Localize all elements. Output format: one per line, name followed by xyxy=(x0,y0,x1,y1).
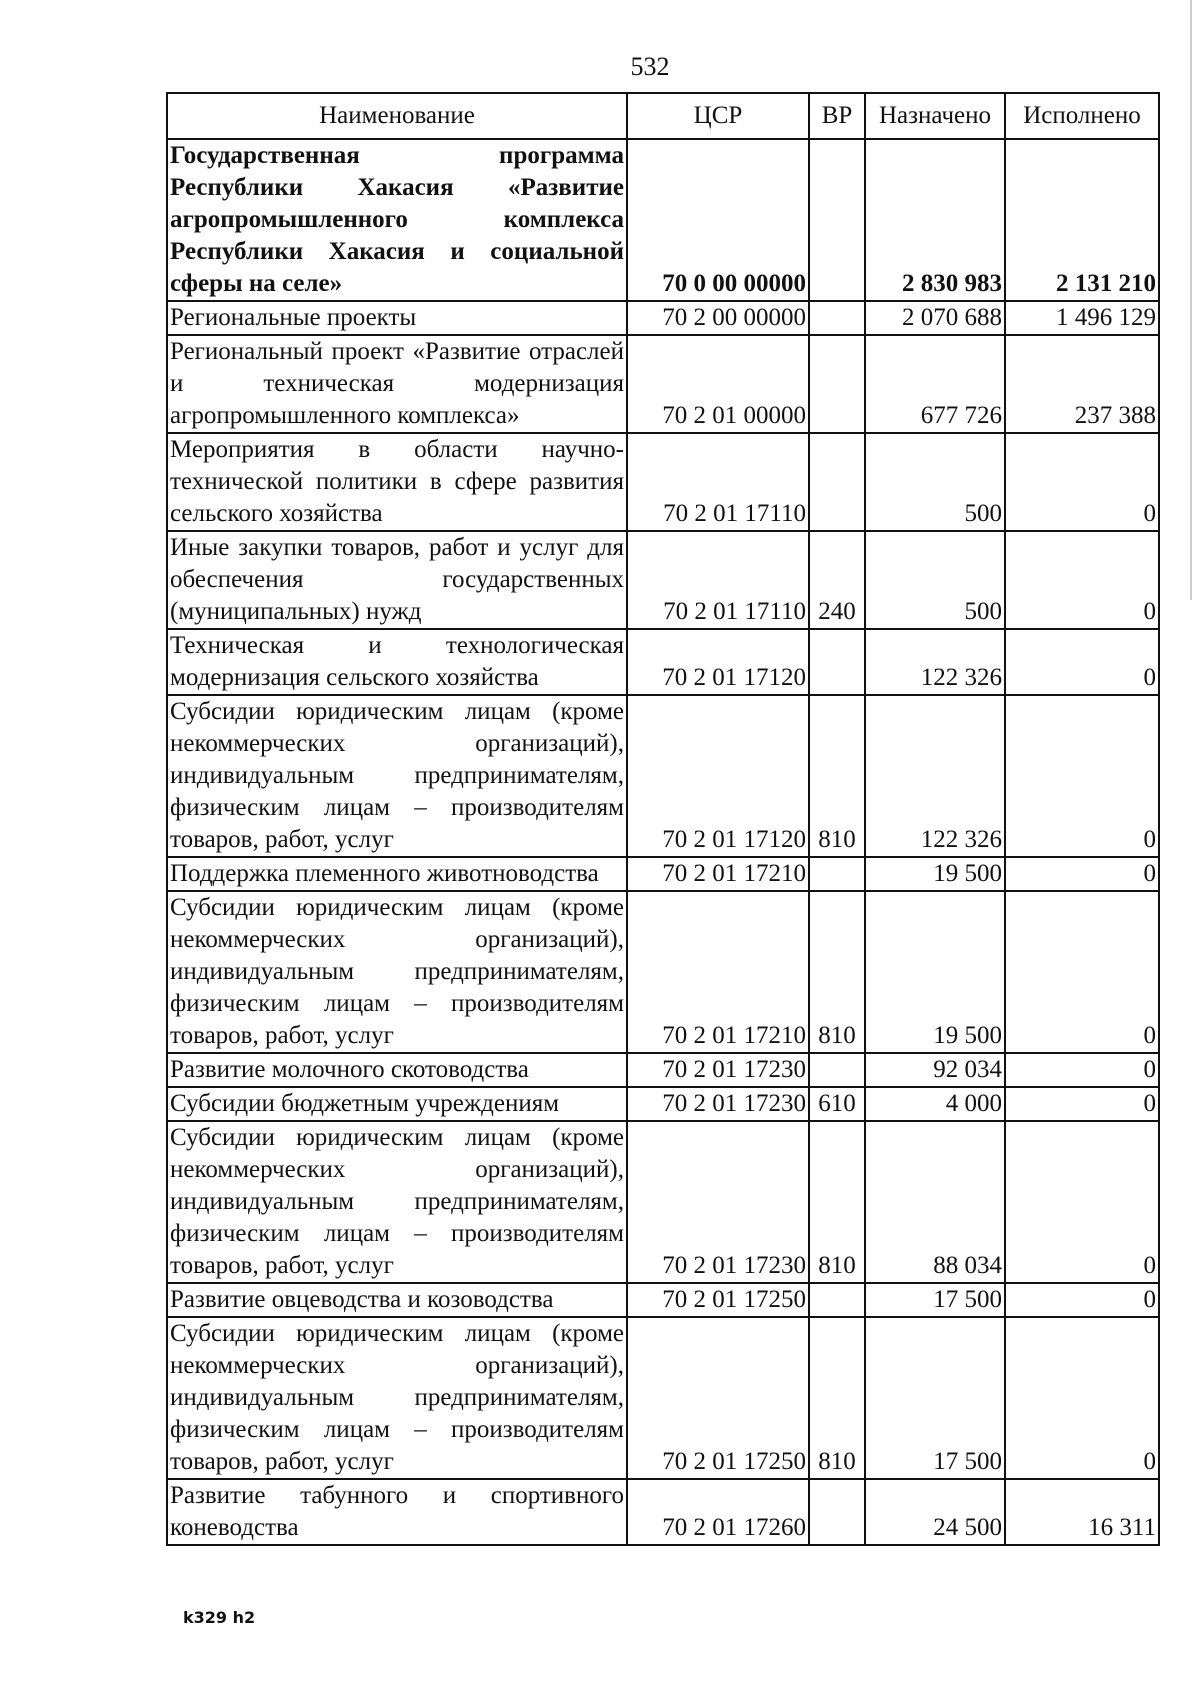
row-vr-cell: 810 xyxy=(809,891,865,1053)
row-executed-cell: 0 xyxy=(1005,433,1159,531)
row-csr-cell: 70 2 01 17250 xyxy=(627,1317,809,1479)
row-assigned-cell: 677 726 xyxy=(865,335,1005,433)
row-assigned-cell: 24 500 xyxy=(865,1479,1005,1545)
row-executed-cell: 1 496 129 xyxy=(1005,301,1159,335)
header-csr: ЦСР xyxy=(627,93,809,139)
row-executed-cell: 16 311 xyxy=(1005,1479,1159,1545)
table-row xyxy=(167,1053,1159,1087)
row-name-cell: Субсидии юридическим лицам (кроме некоммерческих организаций), индивидуальным предпринимателям, физическим лицам – производителям товаров, работ, услуг xyxy=(167,695,627,857)
header-name: Наименование xyxy=(167,93,627,139)
row-csr-cell: 70 2 01 17110 xyxy=(627,531,809,629)
row-vr-cell xyxy=(809,301,865,335)
row-csr-cell: 70 2 00 00000 xyxy=(627,301,809,335)
row-executed-cell: 0 xyxy=(1005,531,1159,629)
table-body xyxy=(167,139,1159,1545)
row-executed-cell: 0 xyxy=(1005,1087,1159,1121)
row-vr-cell xyxy=(809,335,865,433)
row-executed-cell: 2 131 210 xyxy=(1005,139,1159,301)
scan-edge-artifact xyxy=(1190,0,1192,600)
table-row xyxy=(167,1479,1159,1545)
row-vr-cell xyxy=(809,629,865,695)
row-executed-cell: 0 xyxy=(1005,1053,1159,1087)
row-vr-cell: 610 xyxy=(809,1087,865,1121)
row-executed-cell: 0 xyxy=(1005,891,1159,1053)
table-row xyxy=(167,301,1159,335)
row-name-cell: Поддержка племенного животноводства xyxy=(167,857,627,891)
row-vr-cell xyxy=(809,433,865,531)
row-executed-cell: 0 xyxy=(1005,629,1159,695)
row-name-cell: Техническая и технологическая модернизация сельского хозяйства xyxy=(167,629,627,695)
table-row xyxy=(167,139,1159,301)
table-row xyxy=(167,629,1159,695)
row-assigned-cell: 92 034 xyxy=(865,1053,1005,1087)
row-csr-cell: 70 2 01 00000 xyxy=(627,335,809,433)
footer-code: k329 h2 xyxy=(183,1608,256,1627)
row-executed-cell: 0 xyxy=(1005,1121,1159,1283)
header-row xyxy=(167,93,1159,139)
table-row xyxy=(167,1087,1159,1121)
row-assigned-cell: 122 326 xyxy=(865,629,1005,695)
table-row xyxy=(167,1283,1159,1317)
header-assigned: Назначено xyxy=(865,93,1005,139)
row-name-cell: Субсидии юридическим лицам (кроме некоммерческих организаций), индивидуальным предпринимателям, физическим лицам – производителям товаров, работ, услуг xyxy=(167,891,627,1053)
row-assigned-cell: 4 000 xyxy=(865,1087,1005,1121)
row-vr-cell: 810 xyxy=(809,1317,865,1479)
row-vr-cell xyxy=(809,139,865,301)
row-vr-cell xyxy=(809,1479,865,1545)
row-csr-cell: 70 2 01 17210 xyxy=(627,857,809,891)
row-name-cell: Мероприятия в области научно-технической политики в сфере развития сельского хозяйства xyxy=(167,433,627,531)
row-name-cell: Субсидии бюджетным учреждениям xyxy=(167,1087,627,1121)
table-row xyxy=(167,335,1159,433)
row-csr-cell: 70 2 01 17230 xyxy=(627,1053,809,1087)
row-assigned-cell: 122 326 xyxy=(865,695,1005,857)
row-assigned-cell: 19 500 xyxy=(865,891,1005,1053)
row-name-cell: Региональный проект «Развитие отраслей и техническая модернизация агропромышленного комплекса» xyxy=(167,335,627,433)
row-csr-cell: 70 2 01 17260 xyxy=(627,1479,809,1545)
table-row xyxy=(167,531,1159,629)
row-name-cell: Региональные проекты xyxy=(167,301,627,335)
row-executed-cell: 0 xyxy=(1005,1317,1159,1479)
row-vr-cell xyxy=(809,1053,865,1087)
table-row xyxy=(167,1317,1159,1479)
row-csr-cell: 70 2 01 17110 xyxy=(627,433,809,531)
row-name-cell: Развитие молочного скотоводства xyxy=(167,1053,627,1087)
table-row xyxy=(167,857,1159,891)
row-name-cell: Иные закупки товаров, работ и услуг для обеспечения государственных (муниципальных) нужд xyxy=(167,531,627,629)
row-vr-cell xyxy=(809,1283,865,1317)
row-name-cell: Развитие табунного и спортивного коневодства xyxy=(167,1479,627,1545)
row-csr-cell: 70 2 01 17120 xyxy=(627,695,809,857)
page-number: 532 xyxy=(630,52,670,81)
row-name-cell: Субсидии юридическим лицам (кроме некоммерческих организаций), индивидуальным предпринимателям, физическим лицам – производителям товаров, работ, услуг xyxy=(167,1121,627,1283)
row-executed-cell: 0 xyxy=(1005,695,1159,857)
row-assigned-cell: 2 830 983 xyxy=(865,139,1005,301)
row-executed-cell: 0 xyxy=(1005,1283,1159,1317)
header-executed: Исполнено xyxy=(1005,93,1159,139)
row-vr-cell: 810 xyxy=(809,1121,865,1283)
row-assigned-cell: 19 500 xyxy=(865,857,1005,891)
row-vr-cell: 810 xyxy=(809,695,865,857)
row-assigned-cell: 500 xyxy=(865,531,1005,629)
row-csr-cell: 70 0 00 00000 xyxy=(627,139,809,301)
row-assigned-cell: 17 500 xyxy=(865,1283,1005,1317)
row-csr-cell: 70 2 01 17210 xyxy=(627,891,809,1053)
row-vr-cell xyxy=(809,857,865,891)
row-name-cell: Субсидии юридическим лицам (кроме некоммерческих организаций), индивидуальным предпринимателям, физическим лицам – производителям товаров, работ, услуг xyxy=(167,1317,627,1479)
row-executed-cell: 0 xyxy=(1005,857,1159,891)
table-header xyxy=(167,93,1159,139)
budget-table xyxy=(166,92,1160,1546)
table-row xyxy=(167,1121,1159,1283)
header-vr: ВР xyxy=(809,93,865,139)
row-name-cell: Государственная программа Республики Хакасия «Развитие агропромышленного комплекса Республики Хакасия и социальной сферы на селе» xyxy=(167,139,627,301)
row-executed-cell: 237 388 xyxy=(1005,335,1159,433)
row-name-cell: Развитие овцеводства и козоводства xyxy=(167,1283,627,1317)
table-row xyxy=(167,433,1159,531)
row-csr-cell: 70 2 01 17250 xyxy=(627,1283,809,1317)
row-csr-cell: 70 2 01 17230 xyxy=(627,1121,809,1283)
row-csr-cell: 70 2 01 17230 xyxy=(627,1087,809,1121)
row-assigned-cell: 2 070 688 xyxy=(865,301,1005,335)
row-assigned-cell: 88 034 xyxy=(865,1121,1005,1283)
table-row xyxy=(167,695,1159,857)
row-csr-cell: 70 2 01 17120 xyxy=(627,629,809,695)
row-assigned-cell: 500 xyxy=(865,433,1005,531)
row-assigned-cell: 17 500 xyxy=(865,1317,1005,1479)
row-vr-cell: 240 xyxy=(809,531,865,629)
table-row xyxy=(167,891,1159,1053)
